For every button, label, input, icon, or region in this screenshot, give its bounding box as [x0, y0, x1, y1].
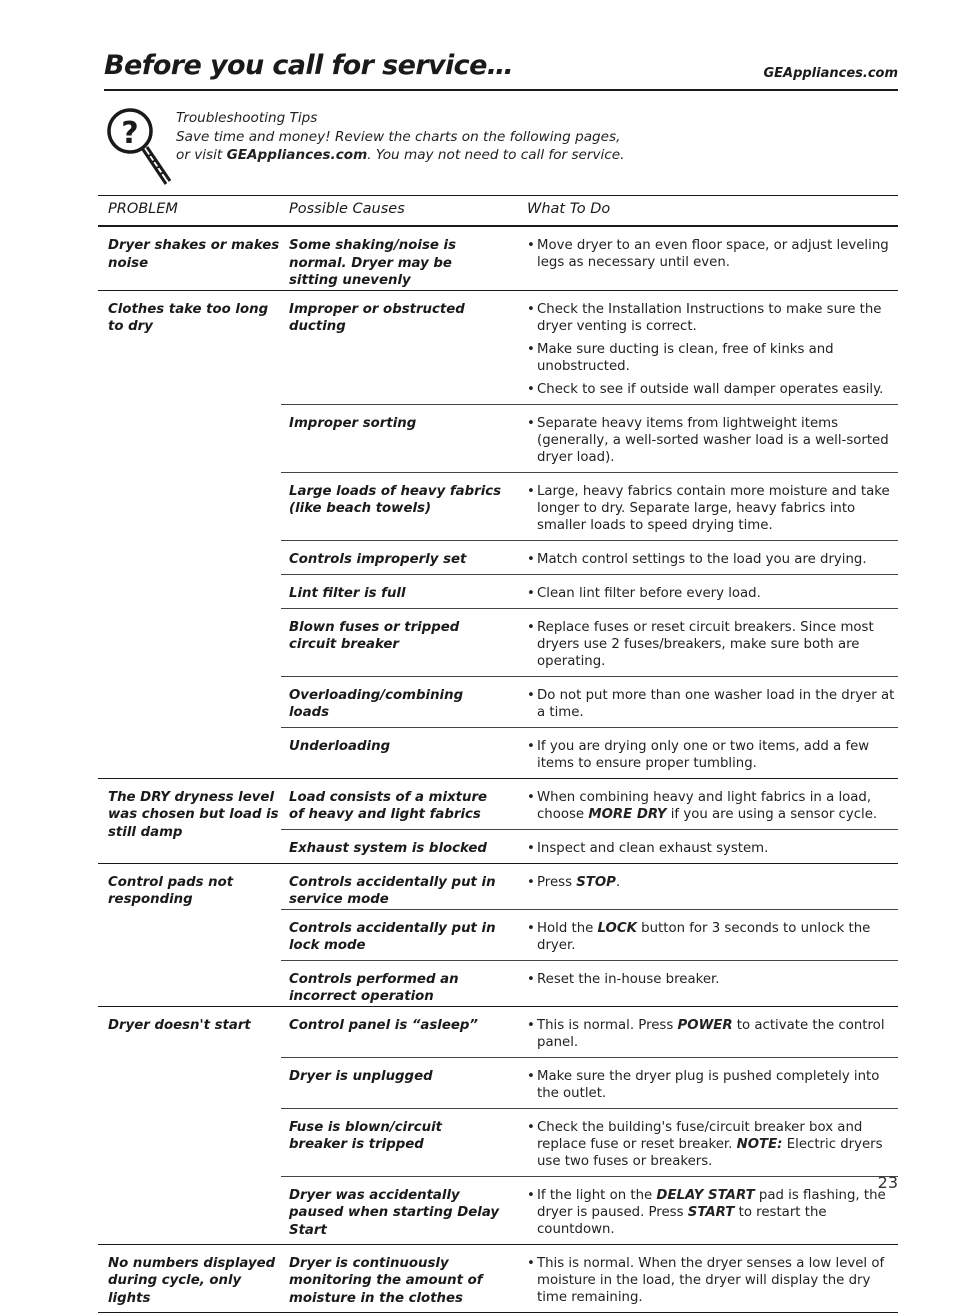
tips-website-link[interactable]: GEAppliances.com — [226, 147, 368, 163]
todo-item — [527, 381, 898, 398]
problem-cell — [98, 226, 281, 290]
problem-group — [98, 1006, 898, 1244]
header-what-to-do: What To Do — [509, 196, 898, 227]
bullet-icon: • — [527, 341, 535, 357]
bullet-icon: • — [527, 1187, 535, 1203]
todo-item — [527, 789, 898, 823]
table-row — [98, 1244, 898, 1312]
todo-emphasis: LOCK — [597, 920, 637, 936]
cause-cell — [281, 863, 509, 909]
todo-text-part: to restart the countdown. — [537, 1204, 827, 1237]
tips-line-2 — [176, 146, 624, 165]
cause-cell — [281, 290, 509, 404]
todo-cell — [509, 960, 898, 1006]
bullet-icon: • — [527, 1255, 535, 1271]
problem-cell — [98, 290, 281, 778]
cause-text: Control panel is “asleep” — [289, 1017, 478, 1033]
bullet-icon: • — [527, 874, 535, 890]
problem-text: The DRY dryness level was chosen but load is still damp — [108, 789, 279, 840]
bullet-icon: • — [527, 1017, 535, 1033]
todo-cell — [509, 540, 898, 574]
problem-text: Dryer doesn't start — [108, 1017, 251, 1033]
todo-cell — [509, 404, 898, 472]
cause-cell — [281, 574, 509, 608]
todo-item — [527, 1255, 898, 1306]
todo-cell — [509, 1006, 898, 1057]
todo-text-part: Hold the — [537, 920, 598, 936]
todo-cell — [509, 1244, 898, 1312]
todo-item — [527, 874, 898, 891]
problem-text: Control pads not responding — [108, 874, 234, 907]
todo-text-part: When combining heavy and light fabrics in a load, choose — [537, 789, 872, 822]
cause-text: Improper or obstructed ducting — [289, 301, 465, 334]
todo-item — [527, 687, 898, 721]
table-row — [98, 778, 898, 829]
bullet-icon: • — [527, 483, 535, 499]
todo-cell — [509, 574, 898, 608]
page-number: 23 — [877, 1173, 898, 1192]
cause-cell — [281, 778, 509, 829]
todo-cell — [509, 778, 898, 829]
cause-cell — [281, 1108, 509, 1176]
tips-line-2-prefix: or visit — [176, 147, 227, 163]
todo-item — [527, 301, 898, 335]
todo-text — [537, 789, 898, 823]
site-url: GEAppliances.com — [763, 66, 898, 81]
todo-emphasis: START — [687, 1204, 735, 1220]
todo-text: Check the Installation Instructions to make sure the dryer venting is correct. — [537, 301, 882, 334]
cause-text: Exhaust system is blocked — [289, 840, 487, 856]
problem-group — [98, 226, 898, 290]
cause-cell — [281, 226, 509, 290]
todo-text: Move dryer to an even floor space, or adjust leveling legs as necessary until even. — [537, 238, 889, 270]
problem-cell — [98, 863, 281, 1006]
todo-item — [527, 971, 898, 988]
todo-text — [537, 920, 898, 954]
cause-cell — [281, 960, 509, 1006]
todo-item — [527, 585, 898, 602]
todo-text-part: Check the building's fuse/circuit breaker box and replace fuse or reset breaker. — [537, 1119, 863, 1152]
todo-text-part: Press — [537, 874, 577, 890]
todo-text-part: button for 3 seconds to unlock the dryer. — [537, 920, 871, 953]
cause-text: Underloading — [289, 738, 391, 754]
todo-text-part: if you are using a sensor cycle. — [666, 806, 878, 822]
cause-cell — [281, 472, 509, 540]
todo-cell — [509, 829, 898, 863]
problem-cell — [98, 1244, 281, 1312]
cause-text: Dryer is unplugged — [289, 1068, 433, 1084]
todo-item — [527, 1017, 898, 1051]
todo-cell — [509, 1176, 898, 1244]
cause-text: Blown fuses or tripped circuit breaker — [289, 619, 460, 652]
todo-item — [527, 483, 898, 534]
problem-text: Clothes take too long to dry — [108, 301, 269, 334]
todo-text: Replace fuses or reset circuit breakers. Since most dryers use 2 fuses/breakers, make sure both are operating. — [537, 619, 874, 669]
todo-text: Large, heavy fabrics contain more moisture and take longer to dry. Separate large, heavy fabrics into smaller loads to speed drying time. — [537, 483, 890, 533]
todo-item — [527, 341, 898, 375]
todo-emphasis: STOP — [576, 874, 616, 890]
problem-text: No numbers displayed during cycle, only lights — [108, 1255, 276, 1306]
bullet-icon: • — [527, 585, 535, 601]
bullet-icon: • — [527, 301, 535, 317]
troubleshooting-table — [98, 195, 898, 1313]
todo-item — [527, 237, 898, 271]
cause-text: Dryer was accidentally paused when starting Delay Start — [289, 1187, 500, 1238]
todo-text — [537, 1187, 898, 1238]
problem-cell — [98, 1006, 281, 1244]
todo-cell — [509, 863, 898, 909]
todo-cell — [509, 290, 898, 404]
todo-cell — [509, 676, 898, 727]
todo-item — [527, 1068, 898, 1102]
table-row — [98, 290, 898, 404]
todo-text: Check to see if outside wall damper operates easily. — [537, 381, 884, 397]
cause-text: Controls accidentally put in lock mode — [289, 920, 496, 953]
table-row — [98, 226, 898, 290]
todo-text: Match control settings to the load you are drying. — [537, 551, 867, 567]
todo-cell — [509, 727, 898, 778]
tips-line-1: Save time and money! Review the charts on the following pages, — [176, 128, 621, 145]
cause-text: Controls accidentally put in service mode — [289, 874, 496, 907]
bullet-icon: • — [527, 415, 535, 431]
bullet-icon: • — [527, 1119, 535, 1135]
cause-text: Fuse is blown/circuit breaker is tripped — [289, 1119, 443, 1152]
bullet-icon: • — [527, 1068, 535, 1084]
troubleshooting-tips — [176, 109, 624, 165]
cause-cell — [281, 727, 509, 778]
cause-cell — [281, 1244, 509, 1312]
tips-heading: Troubleshooting Tips — [176, 110, 318, 126]
todo-cell — [509, 1057, 898, 1108]
todo-item — [527, 415, 898, 466]
todo-text: This is normal. When the dryer senses a low level of moisture in the load, the dryer will display the dry time remaining. — [537, 1255, 885, 1305]
title-rule — [104, 89, 898, 91]
todo-item — [527, 1187, 898, 1238]
todo-item — [527, 840, 898, 857]
cause-text: Load consists of a mixture of heavy and light fabrics — [289, 789, 488, 822]
bullet-icon: • — [527, 687, 535, 703]
problem-group — [98, 290, 898, 778]
todo-text-part: If the light on the — [537, 1187, 657, 1203]
header-problem: PROBLEM — [98, 196, 281, 227]
todo-text: Make sure the dryer plug is pushed completely into the outlet. — [537, 1068, 880, 1101]
table-header-row — [98, 196, 898, 227]
todo-cell — [509, 608, 898, 676]
problem-group — [98, 778, 898, 863]
todo-text — [537, 1119, 898, 1170]
problem-group — [98, 1244, 898, 1312]
todo-text-part: pad is flashing, the dryer is paused. Press — [537, 1187, 886, 1220]
todo-item — [527, 619, 898, 670]
table-row — [98, 863, 898, 909]
cause-cell — [281, 540, 509, 574]
problem-cell — [98, 778, 281, 863]
todo-text: Separate heavy items from lightweight items (generally, a well-sorted washer load is a well-sorted dryer load). — [537, 415, 889, 465]
bullet-icon: • — [527, 738, 535, 754]
todo-text: Clean lint filter before every load. — [537, 585, 761, 601]
todo-cell — [509, 226, 898, 290]
problem-group — [98, 863, 898, 1006]
header-possible-causes: Possible Causes — [281, 196, 509, 227]
cause-text: Large loads of heavy fabrics (like beach towels) — [289, 483, 502, 516]
magnifier-question-icon — [104, 104, 176, 190]
todo-text: If you are drying only one or two items, add a few items to ensure proper tumbling. — [537, 738, 870, 771]
todo-emphasis: NOTE: — [736, 1136, 783, 1152]
table-row — [98, 1006, 898, 1057]
cause-text: Controls improperly set — [289, 551, 467, 567]
todo-text — [537, 874, 898, 891]
cause-cell — [281, 676, 509, 727]
bullet-icon: • — [527, 840, 535, 856]
cause-text: Some shaking/noise is normal. Dryer may be sitting unevenly — [289, 238, 457, 288]
todo-text: Inspect and clean exhaust system. — [537, 840, 769, 856]
todo-text: Make sure ducting is clean, free of kinks and unobstructed. — [537, 341, 834, 374]
cause-cell — [281, 1176, 509, 1244]
todo-text-part: Electric dryers use two fuses or breakers. — [537, 1136, 883, 1169]
bullet-icon: • — [527, 238, 535, 253]
todo-text: Do not put more than one washer load in the dryer at a time. — [537, 687, 895, 720]
tips-line-2-suffix: . You may not need to call for service. — [367, 147, 625, 163]
problem-text: Dryer shakes or makes noise — [108, 238, 280, 271]
bullet-icon: • — [527, 920, 535, 936]
todo-text — [537, 1017, 898, 1051]
cause-cell — [281, 404, 509, 472]
todo-item — [527, 920, 898, 954]
todo-emphasis: MORE DRY — [588, 806, 667, 822]
todo-cell — [509, 1108, 898, 1176]
bullet-icon: • — [527, 619, 535, 635]
cause-text: Controls performed an incorrect operation — [289, 971, 459, 1004]
bullet-icon: • — [527, 551, 535, 567]
cause-text: Overloading/combining loads — [289, 687, 464, 720]
bullet-icon: • — [527, 789, 535, 805]
cause-cell — [281, 608, 509, 676]
todo-text-part: This is normal. Press — [537, 1017, 678, 1033]
page-title: Before you call for service… — [104, 50, 514, 81]
cause-text: Improper sorting — [289, 415, 417, 431]
svg-text:?: ? — [121, 116, 139, 151]
todo-text: Reset the in-house breaker. — [537, 971, 720, 987]
todo-item — [527, 738, 898, 772]
cause-text: Dryer is continuously monitoring the amount of moisture in the clothes — [289, 1255, 483, 1306]
todo-emphasis: POWER — [677, 1017, 733, 1033]
todo-text-part: . — [615, 874, 621, 890]
cause-cell — [281, 1006, 509, 1057]
cause-text: Lint filter is full — [289, 585, 406, 601]
cause-cell — [281, 1057, 509, 1108]
todo-item — [527, 1119, 898, 1170]
todo-cell — [509, 472, 898, 540]
todo-cell — [509, 909, 898, 960]
bullet-icon: • — [527, 971, 535, 987]
bullet-icon: • — [527, 381, 535, 397]
todo-emphasis: DELAY START — [656, 1187, 755, 1203]
cause-cell — [281, 909, 509, 960]
todo-item — [527, 551, 898, 568]
todo-text-part: to activate the control panel. — [537, 1017, 885, 1050]
cause-cell — [281, 829, 509, 863]
